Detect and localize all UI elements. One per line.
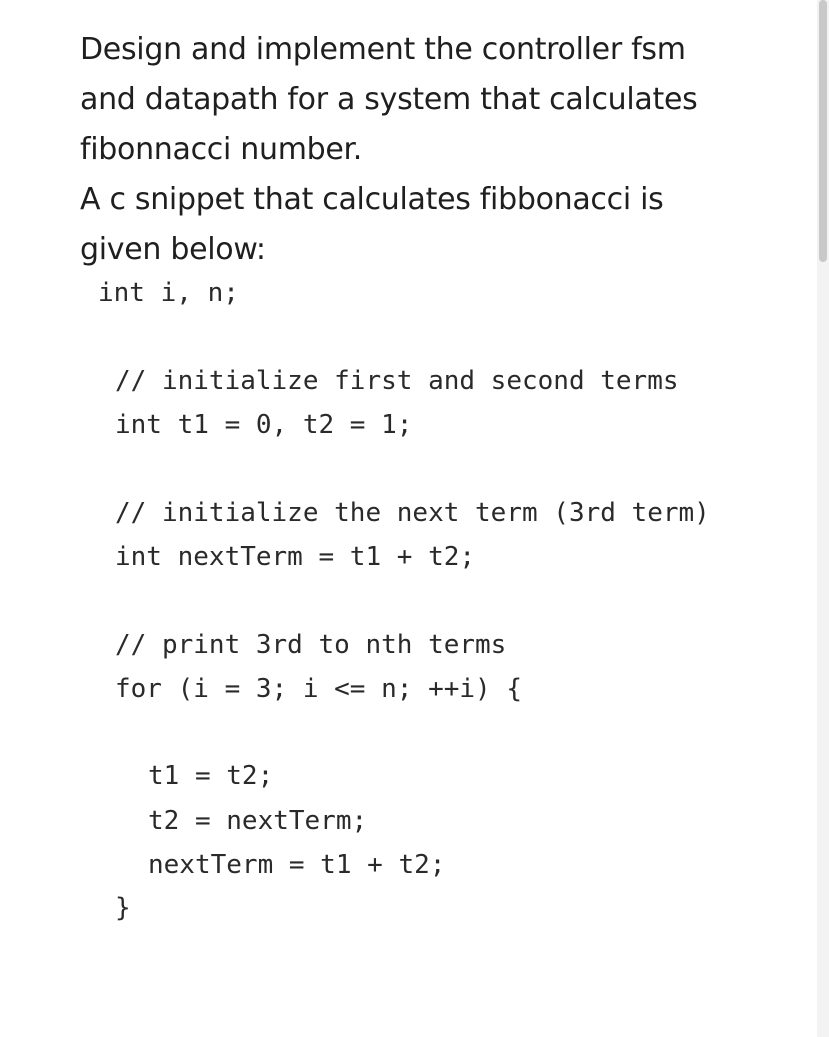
code-line-init-terms: int t1 = 0, t2 = 1; — [115, 410, 413, 440]
question-text — [80, 25, 780, 275]
code-line-close-brace: } — [115, 893, 131, 923]
question-line-3: fibonnacci number. — [80, 132, 363, 167]
code-line-body-1: t1 = t2; — [148, 761, 274, 791]
code-line-for-head: for (i = 3; i <= n; ++i) { — [115, 674, 522, 704]
code-comment-init-terms: // initialize first and second terms — [115, 366, 679, 396]
scrollbar[interactable] — [817, 0, 829, 1037]
code-line-next-term: int nextTerm = t1 + t2; — [115, 542, 476, 572]
question-line-2: and datapath for a system that calculates — [80, 82, 698, 117]
code-comment-loop: // print 3rd to nth terms — [115, 630, 507, 660]
scrollbar-thumb[interactable] — [819, 0, 827, 262]
code-comment-next-term: // initialize the next term (3rd term) — [115, 498, 710, 528]
code-line-body-2: t2 = nextTerm; — [148, 806, 368, 836]
code-line-decl: int i, n; — [98, 278, 239, 308]
question-line-1: Design and implement the controller fsm — [80, 32, 686, 67]
question-line-5: given below: — [80, 232, 266, 267]
code-line-body-3: nextTerm = t1 + t2; — [148, 850, 446, 880]
question-line-4: A c snippet that calculates fibbonacci is — [80, 182, 664, 217]
